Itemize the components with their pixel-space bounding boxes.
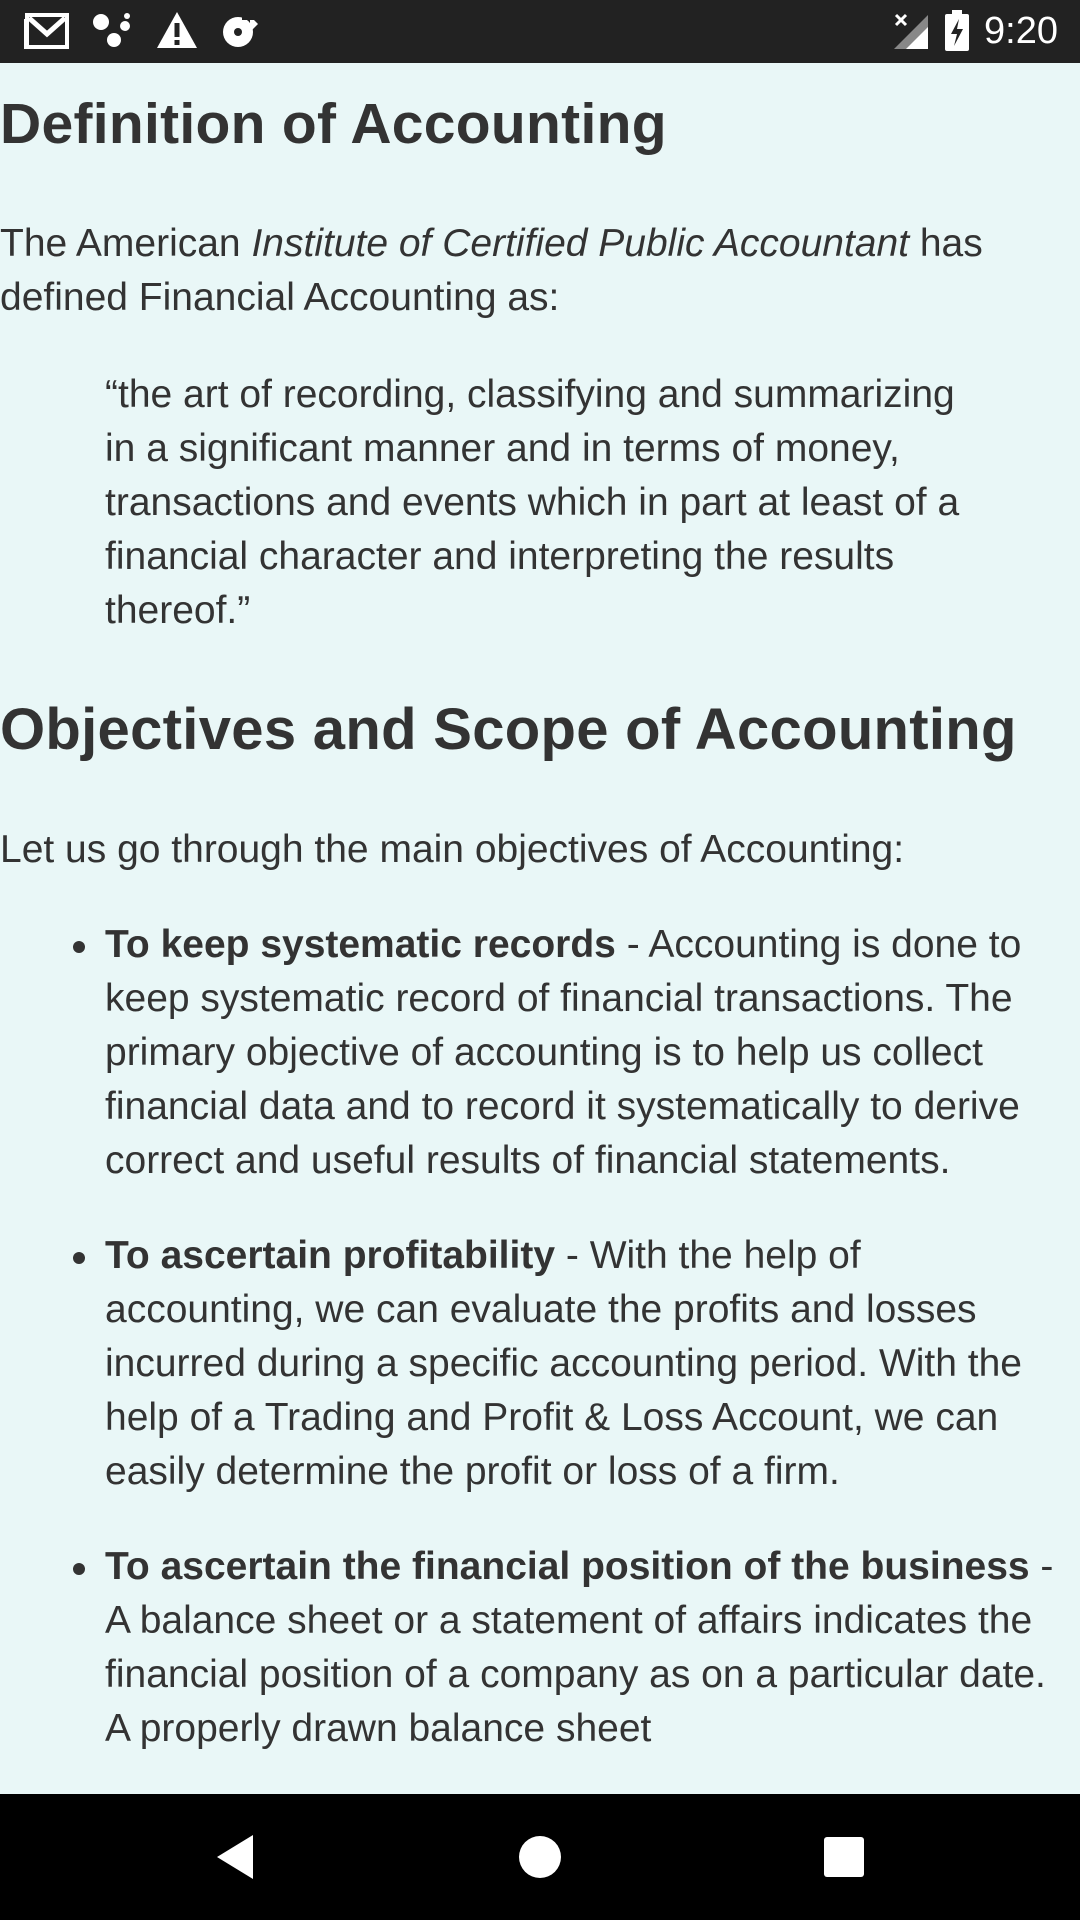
article-content[interactable] (0, 63, 1080, 1794)
list-item (0, 1540, 1080, 1756)
objective-text: - A balance sheet or a statement of affairs indicates the financial position of a company as on a particular date. A properly drawn balance sheet (105, 1545, 1054, 1750)
objective-title: To keep systematic records (105, 923, 616, 966)
home-icon (518, 1835, 562, 1879)
gmail-icon (24, 10, 70, 50)
objective-title: To ascertain profitability (105, 1234, 556, 1277)
recents-icon (823, 1836, 865, 1878)
sync-disc-icon (220, 10, 262, 50)
definition-quote: “the art of recording, classifying and summarizing in a significant manner and in terms of money, transactions and events which in part at least of a financial character and interpreting the results thereof.” (105, 373, 960, 632)
battery-charging-icon (944, 10, 970, 52)
navigation-bar (0, 1794, 1080, 1920)
no-signal-icon (894, 11, 930, 51)
warning-icon (156, 10, 198, 50)
objectives-heading: Objectives and Scope of Accounting (0, 697, 1017, 762)
objective-title: To ascertain the financial position of the business (105, 1545, 1030, 1588)
network-dots-icon (92, 10, 134, 50)
back-button[interactable] (200, 1822, 270, 1892)
intro-prefix: The American (0, 222, 252, 265)
objective-text: - Accounting is done to keep systematic record of financial transactions. The primary objective of accounting is to help us collect financial data and to record it systematically to derive correct and useful results of financial statements. (105, 923, 1022, 1182)
objectives-list (0, 918, 1080, 1794)
definition-intro (0, 217, 1070, 325)
objective-text: - With the help of accounting, we can evaluate the profits and losses incurred during a specific accounting period. With the help of a Trading and Profit & Loss Account, we can easily determine the profit or loss of a firm. (105, 1234, 1022, 1493)
back-icon (213, 1833, 257, 1881)
list-item (0, 1229, 1080, 1499)
status-bar-system (894, 8, 1058, 54)
recents-button[interactable] (809, 1822, 879, 1892)
intro-institute-name: Institute of Certified Public Accountant (251, 222, 910, 265)
definition-heading: Definition of Accounting (0, 92, 667, 156)
home-button[interactable] (505, 1822, 575, 1892)
status-time: 9:20 (984, 10, 1058, 52)
status-bar-notifications (24, 10, 262, 50)
objectives-lead: Let us go through the main objectives of Accounting: (0, 828, 905, 871)
intro-suffix: has defined Financial Accounting as: (0, 222, 983, 319)
list-item (0, 918, 1080, 1188)
status-bar (0, 0, 1080, 63)
